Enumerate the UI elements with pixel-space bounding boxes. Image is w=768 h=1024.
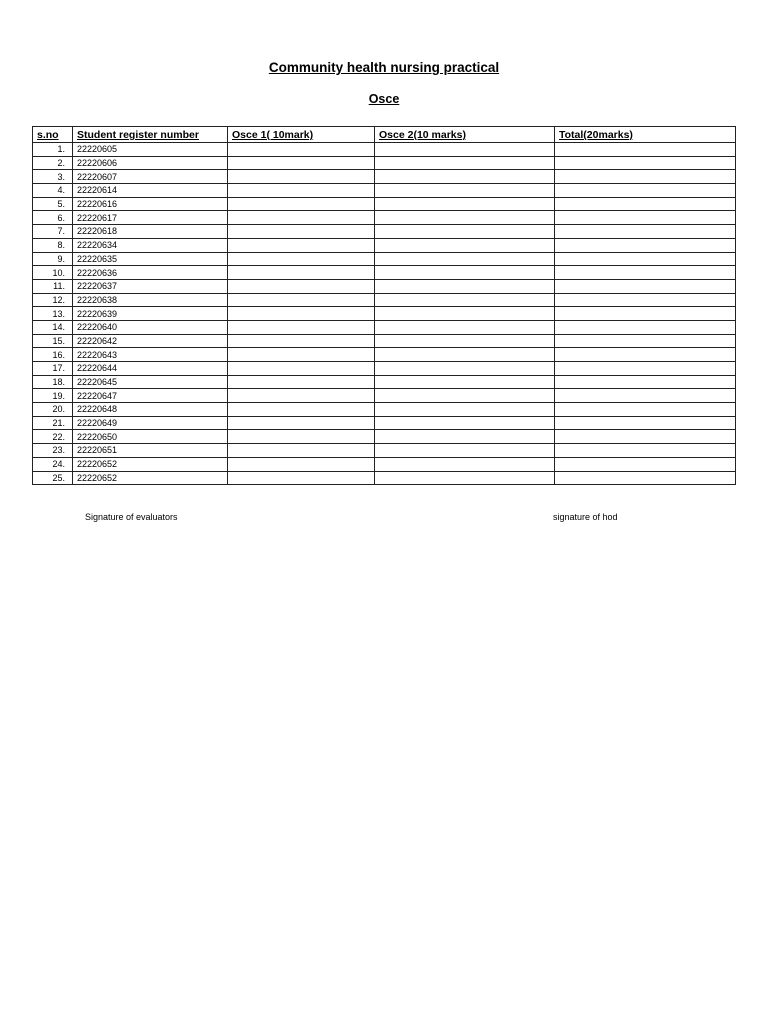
row-total-mark[interactable] [555, 170, 736, 184]
row-osce1-mark[interactable] [228, 375, 375, 389]
row-total-mark[interactable] [555, 184, 736, 198]
table-row [33, 416, 736, 430]
row-osce1-mark[interactable] [228, 156, 375, 170]
row-osce2-mark[interactable] [375, 238, 555, 252]
row-osce2-mark[interactable] [375, 444, 555, 458]
row-total-mark[interactable] [555, 293, 736, 307]
row-osce1-mark[interactable] [228, 238, 375, 252]
row-osce2-mark[interactable] [375, 184, 555, 198]
row-total-mark[interactable] [555, 348, 736, 362]
row-total-mark[interactable] [555, 211, 736, 225]
table-row [33, 197, 736, 211]
table-row [33, 211, 736, 225]
table-row [33, 334, 736, 348]
table-row [33, 389, 736, 403]
row-sno: 24. [33, 457, 73, 471]
row-osce2-mark[interactable] [375, 389, 555, 403]
row-osce1-mark[interactable] [228, 197, 375, 211]
table-row [33, 238, 736, 252]
row-osce2-mark[interactable] [375, 416, 555, 430]
row-register-number: 22220650 [73, 430, 228, 444]
row-osce1-mark[interactable] [228, 416, 375, 430]
table-row [33, 266, 736, 280]
row-sno: 7. [33, 225, 73, 239]
row-sno: 3. [33, 170, 73, 184]
row-register-number: 22220616 [73, 197, 228, 211]
row-total-mark[interactable] [555, 238, 736, 252]
row-total-mark[interactable] [555, 362, 736, 376]
row-osce1-mark[interactable] [228, 266, 375, 280]
row-sno: 25. [33, 471, 73, 485]
row-total-mark[interactable] [555, 143, 736, 157]
header-osce2: Osce 2(10 marks) [375, 127, 555, 143]
row-sno: 19. [33, 389, 73, 403]
row-register-number: 22220643 [73, 348, 228, 362]
marks-table [32, 126, 736, 485]
row-total-mark[interactable] [555, 279, 736, 293]
row-osce1-mark[interactable] [228, 252, 375, 266]
evaluator-signature-label: Signature of evaluators [85, 512, 178, 522]
row-sno: 4. [33, 184, 73, 198]
row-osce1-mark[interactable] [228, 143, 375, 157]
row-osce1-mark[interactable] [228, 211, 375, 225]
table-row [33, 252, 736, 266]
row-total-mark[interactable] [555, 252, 736, 266]
row-sno: 1. [33, 143, 73, 157]
header-sno: s.no [33, 127, 73, 143]
row-sno: 6. [33, 211, 73, 225]
row-register-number: 22220617 [73, 211, 228, 225]
row-osce1-mark[interactable] [228, 444, 375, 458]
row-total-mark[interactable] [555, 457, 736, 471]
row-total-mark[interactable] [555, 156, 736, 170]
row-total-mark[interactable] [555, 444, 736, 458]
row-osce1-mark[interactable] [228, 184, 375, 198]
hod-signature-label: signature of hod [553, 512, 618, 522]
table-row [33, 293, 736, 307]
table-row [33, 320, 736, 334]
table-row [33, 184, 736, 198]
row-osce2-mark[interactable] [375, 225, 555, 239]
row-osce2-mark[interactable] [375, 293, 555, 307]
row-osce2-mark[interactable] [375, 279, 555, 293]
row-register-number: 22220640 [73, 320, 228, 334]
row-osce1-mark[interactable] [228, 279, 375, 293]
row-total-mark[interactable] [555, 197, 736, 211]
row-total-mark[interactable] [555, 266, 736, 280]
row-osce2-mark[interactable] [375, 211, 555, 225]
table-row [33, 225, 736, 239]
row-sno: 5. [33, 197, 73, 211]
table-row [33, 457, 736, 471]
table-row [33, 444, 736, 458]
row-total-mark[interactable] [555, 320, 736, 334]
row-register-number: 22220637 [73, 279, 228, 293]
row-register-number: 22220651 [73, 444, 228, 458]
row-sno: 16. [33, 348, 73, 362]
row-register-number: 22220652 [73, 471, 228, 485]
row-osce2-mark[interactable] [375, 170, 555, 184]
table-row [33, 156, 736, 170]
row-sno: 2. [33, 156, 73, 170]
row-register-number: 22220647 [73, 389, 228, 403]
row-sno: 18. [33, 375, 73, 389]
table-row [33, 362, 736, 376]
row-register-number: 22220648 [73, 403, 228, 417]
table-header-row [33, 127, 736, 143]
row-osce1-mark[interactable] [228, 389, 375, 403]
table-row [33, 403, 736, 417]
row-sno: 13. [33, 307, 73, 321]
row-osce2-mark[interactable] [375, 362, 555, 376]
row-osce1-mark[interactable] [228, 362, 375, 376]
header-total: Total(20marks) [555, 127, 736, 143]
row-osce2-mark[interactable] [375, 334, 555, 348]
row-sno: 11. [33, 279, 73, 293]
row-osce2-mark[interactable] [375, 197, 555, 211]
row-osce2-mark[interactable] [375, 143, 555, 157]
row-register-number: 22220645 [73, 375, 228, 389]
row-osce2-mark[interactable] [375, 430, 555, 444]
row-total-mark[interactable] [555, 225, 736, 239]
table-body [33, 143, 736, 485]
row-osce1-mark[interactable] [228, 471, 375, 485]
row-sno: 10. [33, 266, 73, 280]
row-sno: 8. [33, 238, 73, 252]
row-osce2-mark[interactable] [375, 348, 555, 362]
row-total-mark[interactable] [555, 375, 736, 389]
row-total-mark[interactable] [555, 430, 736, 444]
row-sno: 23. [33, 444, 73, 458]
row-total-mark[interactable] [555, 471, 736, 485]
row-register-number: 22220644 [73, 362, 228, 376]
document-title: Community health nursing practical [268, 60, 500, 75]
row-register-number: 22220607 [73, 170, 228, 184]
table-row [33, 143, 736, 157]
row-sno: 15. [33, 334, 73, 348]
row-osce2-mark[interactable] [375, 252, 555, 266]
row-register-number: 22220634 [73, 238, 228, 252]
table-row [33, 307, 736, 321]
row-osce1-mark[interactable] [228, 457, 375, 471]
row-osce1-mark[interactable] [228, 348, 375, 362]
row-osce2-mark[interactable] [375, 457, 555, 471]
row-register-number: 22220639 [73, 307, 228, 321]
row-sno: 12. [33, 293, 73, 307]
table-row [33, 348, 736, 362]
row-osce1-mark[interactable] [228, 430, 375, 444]
row-total-mark[interactable] [555, 389, 736, 403]
row-osce2-mark[interactable] [375, 403, 555, 417]
row-osce2-mark[interactable] [375, 266, 555, 280]
row-sno: 22. [33, 430, 73, 444]
table-row [33, 375, 736, 389]
table-row [33, 430, 736, 444]
row-osce1-mark[interactable] [228, 334, 375, 348]
row-osce1-mark[interactable] [228, 293, 375, 307]
row-register-number: 22220606 [73, 156, 228, 170]
row-register-number: 22220605 [73, 143, 228, 157]
row-osce1-mark[interactable] [228, 403, 375, 417]
header-register-number: Student register number [73, 127, 228, 143]
table-row [33, 279, 736, 293]
row-total-mark[interactable] [555, 334, 736, 348]
row-register-number: 22220649 [73, 416, 228, 430]
row-register-number: 22220642 [73, 334, 228, 348]
row-register-number: 22220618 [73, 225, 228, 239]
table-row [33, 471, 736, 485]
row-register-number: 22220614 [73, 184, 228, 198]
row-total-mark[interactable] [555, 416, 736, 430]
row-osce1-mark[interactable] [228, 320, 375, 334]
row-sno: 20. [33, 403, 73, 417]
row-osce1-mark[interactable] [228, 225, 375, 239]
row-sno: 17. [33, 362, 73, 376]
row-total-mark[interactable] [555, 403, 736, 417]
row-sno: 14. [33, 320, 73, 334]
row-sno: 9. [33, 252, 73, 266]
row-osce2-mark[interactable] [375, 375, 555, 389]
row-register-number: 22220638 [73, 293, 228, 307]
row-register-number: 22220636 [73, 266, 228, 280]
document-subtitle: Osce [368, 92, 400, 106]
table-row [33, 170, 736, 184]
row-osce2-mark[interactable] [375, 471, 555, 485]
row-sno: 21. [33, 416, 73, 430]
row-register-number: 22220635 [73, 252, 228, 266]
row-osce2-mark[interactable] [375, 320, 555, 334]
row-total-mark[interactable] [555, 307, 736, 321]
row-register-number: 22220652 [73, 457, 228, 471]
row-osce1-mark[interactable] [228, 170, 375, 184]
row-osce2-mark[interactable] [375, 156, 555, 170]
row-osce2-mark[interactable] [375, 307, 555, 321]
row-osce1-mark[interactable] [228, 307, 375, 321]
header-osce1: Osce 1( 10mark) [228, 127, 375, 143]
